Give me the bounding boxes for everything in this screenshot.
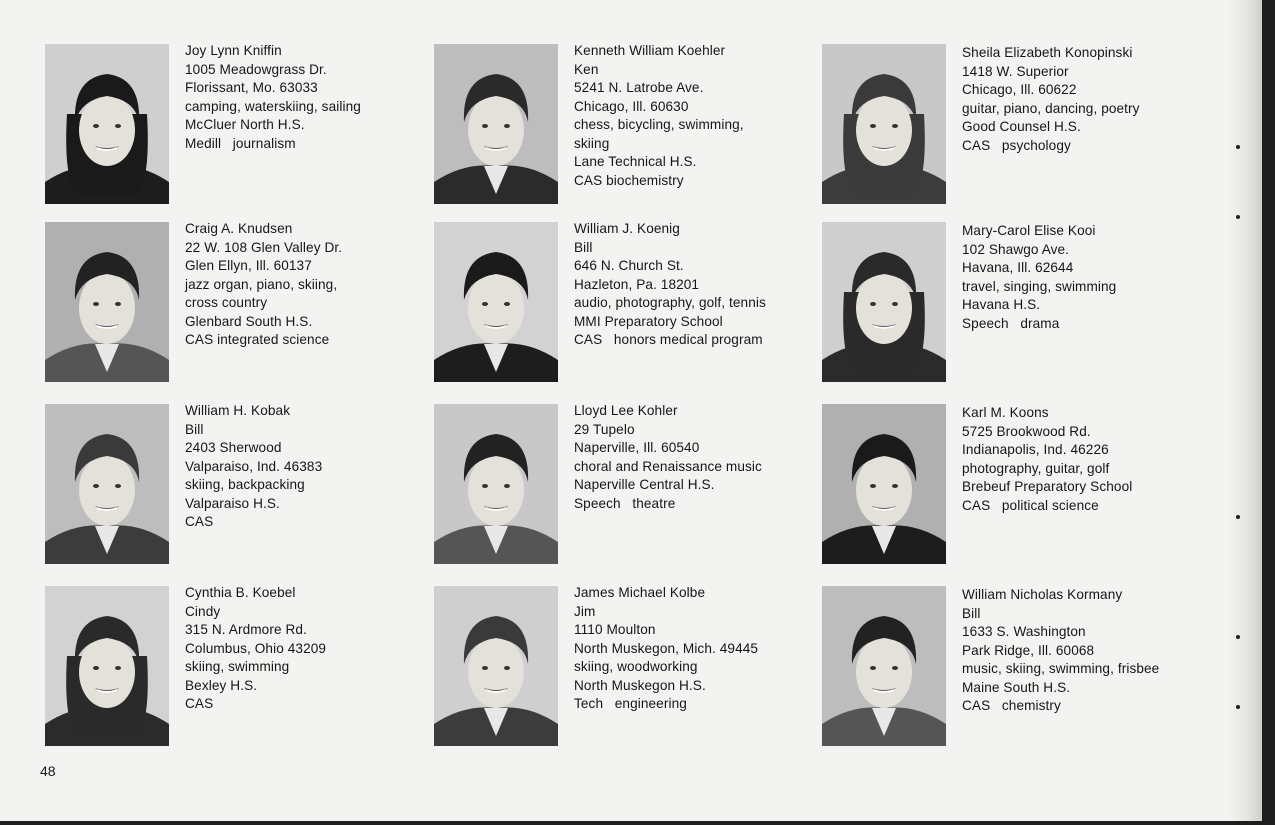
student-portrait: [822, 404, 946, 564]
student-detail-line: Havana H.S.: [962, 297, 1041, 312]
student-detail-line: Park Ridge, Ill. 60068: [962, 642, 1095, 658]
student-entry: [822, 222, 1192, 392]
student-detail-line: CAS psychology: [962, 137, 1071, 153]
margin-mark: [1236, 635, 1240, 639]
student-detail-line: CAS: [185, 514, 214, 529]
student-detail-line: Bill: [962, 605, 981, 621]
student-name: Craig A. Knudsen: [185, 221, 293, 236]
student-info: [962, 404, 1202, 515]
student-name: Kenneth William Koehler: [574, 43, 726, 58]
student-entry: [434, 586, 804, 756]
student-detail-line: Jim: [574, 603, 596, 619]
student-detail-line: CAS biochemistry: [574, 172, 684, 188]
student-portrait: [434, 222, 558, 382]
student-detail-line: 2403 Sherwood: [185, 440, 282, 455]
student-detail-line: MMI Preparatory School: [574, 313, 723, 329]
student-info: [574, 220, 814, 350]
student-detail-line: jazz organ, piano, skiing,: [185, 276, 338, 292]
margin-mark: [1236, 145, 1240, 149]
student-detail-line: photography, guitar, golf: [962, 460, 1110, 476]
student-detail-line: Indianapolis, Ind. 46226: [962, 442, 1109, 457]
student-entry: [45, 404, 415, 574]
student-portrait: [45, 586, 169, 746]
student-detail-line: travel, singing, swimming: [962, 278, 1117, 294]
student-detail-line: Hazleton, Pa. 18201: [574, 276, 700, 292]
student-detail-line: CAS integrated science: [185, 332, 330, 347]
student-detail-line: 1633 S. Washington: [962, 624, 1086, 639]
student-detail-line: 5241 N. Latrobe Ave.: [574, 80, 704, 95]
student-entry: [434, 404, 804, 574]
student-detail-line: Naperville, Ill. 60540: [574, 440, 700, 455]
student-info: [185, 220, 425, 350]
student-detail-line: CAS political science: [962, 497, 1099, 513]
student-detail-line: Medill journalism: [185, 135, 296, 151]
student-detail-line: 315 N. Ardmore Rd.: [185, 622, 307, 637]
student-detail-line: Brebeuf Preparatory School: [962, 479, 1133, 494]
student-detail-line: CAS honors medical program: [574, 332, 763, 347]
student-detail-line: Havana, Ill. 62644: [962, 260, 1074, 275]
student-detail-line: 102 Shawgo Ave.: [962, 241, 1070, 257]
student-portrait: [434, 586, 558, 746]
student-detail-line: skiing, swimming: [185, 659, 290, 674]
student-portrait: [45, 404, 169, 564]
student-info: [962, 222, 1202, 333]
student-detail-line: Glenbard South H.S.: [185, 313, 313, 329]
student-detail-line: 1110 Moulton: [574, 622, 656, 637]
student-detail-line: Speech theatre: [574, 495, 676, 511]
student-detail-line: choral and Renaissance music: [574, 458, 762, 474]
student-info: [185, 402, 425, 532]
student-detail-line: Valparaiso, Ind. 46383: [185, 458, 323, 474]
student-entry: [822, 404, 1192, 574]
student-entry: [45, 222, 415, 392]
student-portrait: [822, 44, 946, 204]
student-detail-line: Naperville Central H.S.: [574, 477, 715, 492]
student-entry: [45, 44, 415, 214]
student-detail-line: McCluer North H.S.: [185, 117, 305, 132]
student-entry: [822, 44, 1192, 214]
student-detail-line: 646 N. Church St.: [574, 258, 684, 273]
student-detail-line: Ken: [574, 61, 599, 77]
student-name: Karl M. Koons: [962, 405, 1049, 420]
student-portrait: [822, 586, 946, 746]
student-detail-line: chess, bicycling, swimming,: [574, 117, 744, 132]
student-detail-line: music, skiing, swimming, frisbee: [962, 661, 1160, 676]
student-detail-line: cross country: [185, 295, 268, 310]
student-info: [574, 42, 814, 190]
student-info: [185, 42, 425, 153]
student-portrait: [822, 222, 946, 382]
margin-mark: [1236, 705, 1240, 709]
student-detail-line: 1418 W. Superior: [962, 63, 1069, 79]
student-portrait: [45, 222, 169, 382]
student-info: [574, 584, 814, 714]
student-entry: [45, 586, 415, 756]
student-entry: [434, 44, 804, 214]
student-detail-line: Speech drama: [962, 315, 1060, 331]
student-detail-line: audio, photography, golf, tennis: [574, 295, 766, 310]
student-detail-line: 29 Tupelo: [574, 421, 635, 437]
student-entry: [434, 222, 804, 392]
student-detail-line: skiing: [574, 135, 610, 151]
student-name: Joy Lynn Kniffin: [185, 43, 282, 58]
student-portrait: [45, 44, 169, 204]
student-detail-line: Valparaiso H.S.: [185, 495, 280, 511]
student-detail-line: guitar, piano, dancing, poetry: [962, 100, 1140, 116]
student-info: [962, 44, 1202, 155]
student-portrait: [434, 44, 558, 204]
student-detail-line: Bill: [574, 239, 593, 255]
student-name: Sheila Elizabeth Konopinski: [962, 45, 1133, 60]
student-detail-line: Good Counsel H.S.: [962, 119, 1081, 134]
student-name: Mary-Carol Elise Kooi: [962, 223, 1096, 238]
margin-mark: [1236, 515, 1240, 519]
student-detail-line: Cindy: [185, 603, 221, 619]
page-number: 48: [40, 763, 56, 779]
student-detail-line: Maine South H.S.: [962, 679, 1071, 695]
student-detail-line: Glen Ellyn, Ill. 60137: [185, 258, 312, 273]
student-detail-line: Florissant, Mo. 63033: [185, 80, 318, 95]
student-info: [574, 402, 814, 513]
student-detail-line: 1005 Meadowgrass Dr.: [185, 61, 327, 77]
student-entry: [822, 586, 1192, 756]
margin-mark: [1236, 215, 1240, 219]
student-detail-line: North Muskegon, Mich. 49445: [574, 640, 759, 656]
student-portrait: [434, 404, 558, 564]
student-detail-line: skiing, backpacking: [185, 477, 305, 492]
student-detail-line: skiing, woodworking: [574, 659, 698, 674]
student-detail-line: Chicago, Ill. 60630: [574, 98, 689, 114]
student-detail-line: 22 W. 108 Glen Valley Dr.: [185, 239, 343, 255]
student-detail-line: camping, waterskiing, sailing: [185, 98, 361, 114]
student-detail-line: Lane Technical H.S.: [574, 154, 697, 169]
student-detail-line: Tech engineering: [574, 696, 687, 711]
student-detail-line: 5725 Brookwood Rd.: [962, 423, 1091, 439]
student-detail-line: CAS: [185, 696, 214, 711]
student-detail-line: North Muskegon H.S.: [574, 677, 706, 693]
student-name: William H. Kobak: [185, 403, 291, 418]
student-detail-line: Columbus, Ohio 43209: [185, 640, 327, 656]
student-detail-line: Chicago, Ill. 60622: [962, 82, 1077, 97]
student-detail-line: Bexley H.S.: [185, 677, 258, 693]
student-name: James Michael Kolbe: [574, 585, 706, 600]
student-detail-line: Bill: [185, 421, 204, 437]
student-info: [185, 584, 425, 714]
page-gutter: [1228, 0, 1262, 821]
student-detail-line: CAS chemistry: [962, 698, 1061, 713]
student-info: [962, 586, 1202, 716]
student-name: William J. Koenig: [574, 221, 680, 236]
student-name: Cynthia B. Koebel: [185, 585, 296, 600]
student-name: Lloyd Lee Kohler: [574, 403, 678, 418]
student-name: William Nicholas Kormany: [962, 587, 1123, 602]
